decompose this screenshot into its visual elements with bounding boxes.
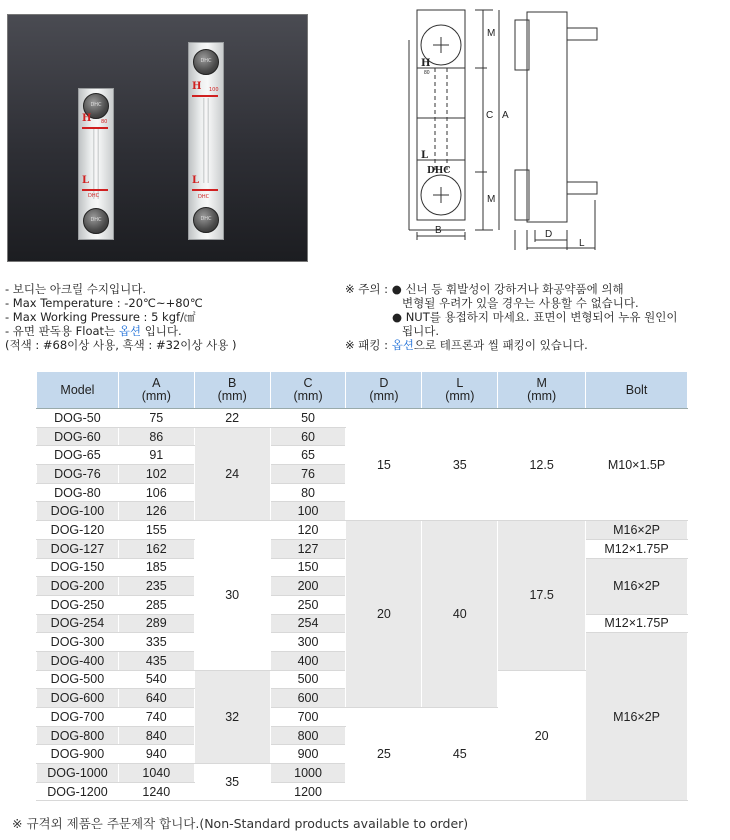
header-b: B (mm) bbox=[194, 372, 270, 409]
note-float: - 유면 판독용 Float는 옵션 입니다. bbox=[5, 324, 182, 338]
cell-c: 900 bbox=[270, 745, 346, 764]
cell-bolt: M16×2P bbox=[586, 558, 688, 614]
cell-c: 1200 bbox=[270, 782, 346, 801]
top-bolt-icon: DHC bbox=[83, 93, 109, 119]
header-l: L (mm) bbox=[422, 372, 498, 409]
cell-model: DOG-76 bbox=[37, 465, 119, 484]
notes-left bbox=[5, 282, 236, 352]
cell-a: 75 bbox=[118, 409, 194, 428]
note-float-colors: (적색 : #68이상 사용, 흑색 : #32이상 사용 ) bbox=[5, 338, 237, 352]
cell-b: 24 bbox=[194, 427, 270, 520]
option-highlight: 옵션 bbox=[118, 324, 142, 338]
cell-model: DOG-1200 bbox=[37, 782, 119, 801]
cell-c: 800 bbox=[270, 726, 346, 745]
cell-model: DOG-1000 bbox=[37, 764, 119, 783]
cell-bolt: M12×1.75P bbox=[586, 614, 688, 633]
cell-l: 40 bbox=[422, 521, 498, 708]
cell-c: 500 bbox=[270, 670, 346, 689]
cell-a: 235 bbox=[118, 577, 194, 596]
cell-model: DOG-800 bbox=[37, 726, 119, 745]
cell-c: 1000 bbox=[270, 764, 346, 783]
l-mark: L bbox=[82, 175, 90, 186]
cell-l: 35 bbox=[422, 409, 498, 521]
header-d: D (mm) bbox=[346, 372, 422, 409]
l-mark: L bbox=[192, 175, 200, 186]
cell-a: 185 bbox=[118, 558, 194, 577]
drawing-h-value: 80 bbox=[424, 70, 430, 76]
header-bolt: Bolt bbox=[586, 372, 688, 409]
sight-gauge-large bbox=[188, 42, 224, 240]
cell-model: DOG-65 bbox=[37, 446, 119, 465]
packing-option-highlight: 옵션 bbox=[391, 338, 414, 352]
cell-model: DOG-60 bbox=[37, 427, 119, 446]
cell-a: 640 bbox=[118, 689, 194, 708]
cell-model: DOG-80 bbox=[37, 483, 119, 502]
cell-bolt: M12×1.75P bbox=[586, 539, 688, 558]
dim-label-m-bottom: M bbox=[487, 194, 496, 205]
cell-model: DOG-127 bbox=[37, 539, 119, 558]
cell-c: 300 bbox=[270, 633, 346, 652]
cell-d: 15 bbox=[346, 409, 422, 521]
footer-note: ※ 규격외 제품은 주문제작 합니다.(Non-Standard products available to order) bbox=[12, 816, 469, 831]
cell-a: 840 bbox=[118, 726, 194, 745]
l-line bbox=[82, 189, 108, 191]
cell-c: 127 bbox=[270, 539, 346, 558]
notes-right bbox=[345, 282, 678, 352]
table-header-row bbox=[37, 372, 688, 409]
cell-a: 435 bbox=[118, 651, 194, 670]
side-view-outline bbox=[527, 12, 567, 222]
table-row bbox=[37, 521, 688, 540]
cell-model: DOG-400 bbox=[37, 651, 119, 670]
cell-b: 35 bbox=[194, 764, 270, 801]
caution-line-2: 변형될 우려가 있을 경우는 사용할 수 없습니다. bbox=[402, 296, 639, 310]
cell-a: 155 bbox=[118, 521, 194, 540]
cell-b: 30 bbox=[194, 521, 270, 671]
cell-bolt: M10×1.5P bbox=[586, 409, 688, 521]
drawing-brand: DHC bbox=[427, 166, 451, 176]
dim-label-c: C bbox=[486, 110, 494, 121]
cell-a: 540 bbox=[118, 670, 194, 689]
cell-d: 25 bbox=[346, 708, 422, 801]
sight-tube bbox=[203, 98, 209, 183]
caution-line-3: ● NUT를 용접하지 마세요. 표면이 변형되어 누유 원인이 bbox=[392, 310, 678, 324]
cell-m: 20 bbox=[498, 670, 586, 801]
cell-c: 100 bbox=[270, 502, 346, 521]
packing-line: ※ 패킹 : 옵션으로 테프론과 씰 패킹이 있습니다. bbox=[345, 338, 588, 352]
caution-line-4: 됩니다. bbox=[402, 324, 439, 338]
cell-model: DOG-50 bbox=[37, 409, 119, 428]
caution-line-1: ※ 주의 : ● 신너 등 휘발성이 강하거나 화공약품에 의해 bbox=[345, 282, 624, 296]
h-value: 80 bbox=[101, 119, 108, 125]
header-m: M (mm) bbox=[498, 372, 586, 409]
note-max-temperature: - Max Temperature : -20℃~+80℃ bbox=[5, 296, 203, 310]
cell-model: DOG-100 bbox=[37, 502, 119, 521]
cell-d: 20 bbox=[346, 521, 422, 708]
cell-a: 126 bbox=[118, 502, 194, 521]
cell-l: 45 bbox=[422, 708, 498, 801]
h-value: 100 bbox=[209, 87, 219, 93]
h-mark: H bbox=[82, 113, 92, 124]
dim-label-b: B bbox=[435, 225, 442, 236]
cell-model: DOG-150 bbox=[37, 558, 119, 577]
note-body-material: - 보디는 아크릴 수지입니다. bbox=[5, 282, 146, 296]
h-line bbox=[192, 95, 218, 97]
cell-a: 162 bbox=[118, 539, 194, 558]
cell-a: 1040 bbox=[118, 764, 194, 783]
cell-c: 65 bbox=[270, 446, 346, 465]
cell-a: 289 bbox=[118, 614, 194, 633]
drawing-l-mark: L bbox=[421, 150, 429, 161]
note-max-pressure: - Max Working Pressure : 5 kgf/㎠ bbox=[5, 310, 196, 324]
bottom-brand: DHC bbox=[88, 193, 100, 199]
cell-c: 254 bbox=[270, 614, 346, 633]
cell-c: 120 bbox=[270, 521, 346, 540]
cell-bolt: M16×2P bbox=[586, 521, 688, 540]
table-row bbox=[37, 409, 688, 428]
header-a: A (mm) bbox=[118, 372, 194, 409]
cell-bolt: M16×2P bbox=[586, 633, 688, 801]
cell-b: 32 bbox=[194, 670, 270, 763]
cell-c: 400 bbox=[270, 651, 346, 670]
spec-table bbox=[36, 371, 688, 801]
cell-a: 91 bbox=[118, 446, 194, 465]
bottom-brand: DHC bbox=[198, 194, 210, 200]
cell-c: 76 bbox=[270, 465, 346, 484]
product-photo bbox=[7, 14, 308, 262]
cell-model: DOG-254 bbox=[37, 614, 119, 633]
sight-gauge-small bbox=[78, 88, 114, 240]
dim-label-l: L bbox=[579, 238, 585, 249]
bottom-bolt-icon: DHC bbox=[193, 207, 219, 233]
cell-model: DOG-700 bbox=[37, 708, 119, 727]
cell-c: 80 bbox=[270, 483, 346, 502]
cell-a: 940 bbox=[118, 745, 194, 764]
cell-c: 150 bbox=[270, 558, 346, 577]
cell-a: 335 bbox=[118, 633, 194, 652]
cell-c: 60 bbox=[270, 427, 346, 446]
cell-a: 740 bbox=[118, 708, 194, 727]
top-bolt-icon: DHC bbox=[193, 49, 219, 75]
cell-c: 250 bbox=[270, 595, 346, 614]
cell-c: 200 bbox=[270, 577, 346, 596]
cell-m: 17.5 bbox=[498, 521, 586, 671]
cell-model: DOG-600 bbox=[37, 689, 119, 708]
bottom-bolt-icon: DHC bbox=[83, 208, 109, 234]
cell-model: DOG-120 bbox=[37, 521, 119, 540]
l-line bbox=[192, 189, 218, 191]
cell-b: 22 bbox=[194, 409, 270, 428]
cell-a: 102 bbox=[118, 465, 194, 484]
cell-model: DOG-300 bbox=[37, 633, 119, 652]
header-c: C (mm) bbox=[270, 372, 346, 409]
cell-model: DOG-200 bbox=[37, 577, 119, 596]
cell-a: 1240 bbox=[118, 782, 194, 801]
h-mark: H bbox=[192, 81, 202, 92]
technical-drawing bbox=[395, 0, 620, 262]
cell-c: 700 bbox=[270, 708, 346, 727]
cell-model: DOG-500 bbox=[37, 670, 119, 689]
cell-model: DOG-900 bbox=[37, 745, 119, 764]
header-model: Model bbox=[37, 372, 119, 409]
cell-m: 12.5 bbox=[498, 409, 586, 521]
dim-label-m-top: M bbox=[487, 28, 496, 39]
cell-c: 600 bbox=[270, 689, 346, 708]
cell-a: 86 bbox=[118, 427, 194, 446]
cell-c: 50 bbox=[270, 409, 346, 428]
cell-model: DOG-250 bbox=[37, 595, 119, 614]
drawing-h-mark: H bbox=[421, 58, 431, 69]
cell-a: 285 bbox=[118, 595, 194, 614]
dim-label-a: A bbox=[502, 110, 509, 121]
h-line bbox=[82, 127, 108, 129]
dim-label-d: D bbox=[545, 229, 553, 240]
cell-a: 106 bbox=[118, 483, 194, 502]
